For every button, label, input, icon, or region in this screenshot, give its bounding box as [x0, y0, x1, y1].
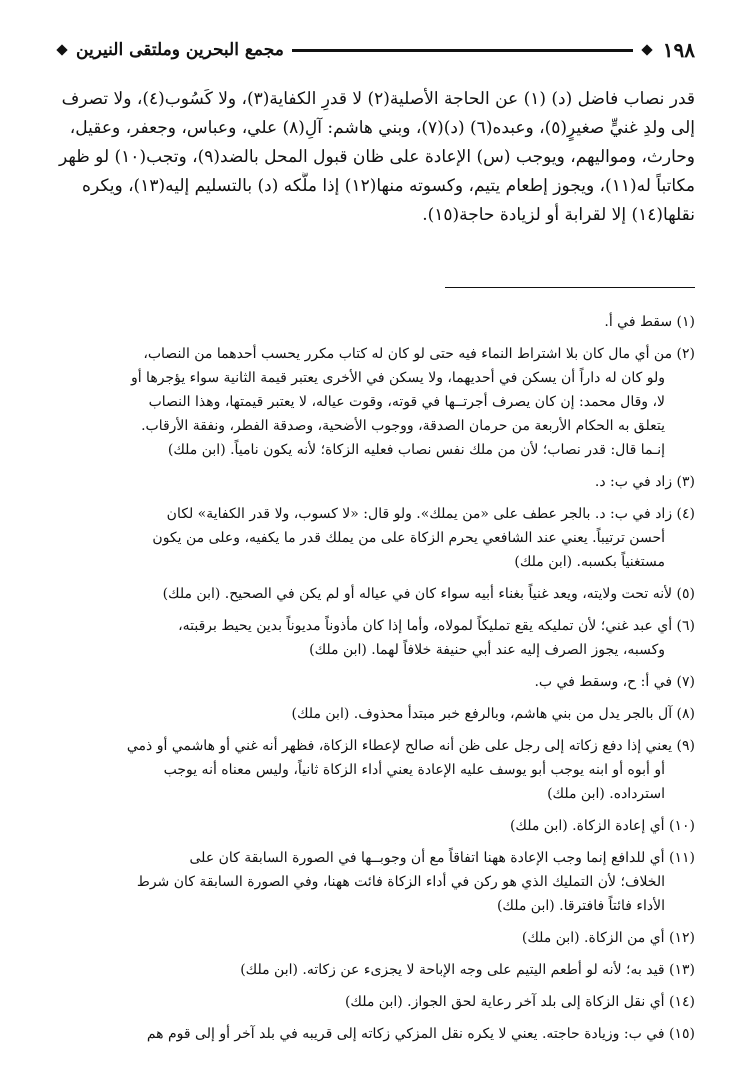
- footnote-9: [52, 734, 695, 806]
- page-number: ١٩٨: [662, 38, 695, 62]
- running-header: [52, 38, 695, 62]
- footnote-11: [52, 846, 695, 918]
- footnote-line: استرداده. (ابن ملك): [547, 786, 665, 802]
- main-text: [52, 85, 695, 230]
- footnote-line: الخلاف؛ لأن التمليك الذي هو ركن في أداء الزكاة فائت ههنا، وفي الصورة السابقة كان شرط: [136, 874, 665, 890]
- main-text-line: نقلها(١٤) إلا لقرابة أو لزيادة حاجة(١٥).: [422, 205, 695, 225]
- footnote-line: أو أبوه أو ابنه يوجب أبو يوسف عليه الإعادة يعني أداء الزكاة ثانياً، وليس معناه أنه يوجب: [163, 762, 665, 778]
- footnote-line: (١٣) قيد به؛ لأنه لو أطعم اليتيم على وجه الإباحة لا يجزىء عن زكاته. (ابن ملك): [240, 962, 695, 978]
- footnote-13: [52, 958, 695, 982]
- main-text-line: إلى ولدِ غنيٍّ صغيرٍ(٥)، وعبده(٦) (د)(٧)، وبني هاشم: آلِ(٨) علي، وعباس، وجعفر، وعقيل،: [69, 118, 695, 138]
- main-text-line: قدر نصاب فاضل (د) (١) عن الحاجة الأصلية(٢) لا قدرِ الكفاية(٣)، ولا كَسُوب(٤)، ولا تصرف: [61, 89, 695, 109]
- book-title: مجمع البحرين وملتقى النيرين: [76, 40, 284, 60]
- footnote-line: الأداء فائتاً فافترقا. (ابن ملك): [496, 898, 665, 914]
- footnote-line: (٤) زاد في ب: د. بالجر عطف على «من يملك». ولو قال: «لا كسوب، ولا قدر الكفاية» لكان: [166, 506, 695, 522]
- footnote-14: [52, 990, 695, 1014]
- footnotes: [52, 310, 695, 1054]
- diamond-ornament-icon: [641, 44, 652, 55]
- main-text-line: مكاتباً له(١١)، ويجوز إطعام يتيم، وكسوته منها(١٢) إذا ملَّكه (د) بالتسليم إليه(١٣)، ويكره: [82, 176, 695, 196]
- footnote-6: [52, 614, 695, 662]
- footnote-line: (٩) يعني إذا دفع زكاته إلى رجل على ظن أنه صالح لإعطاء الزكاة، فظهر أنه غني أو هاشمي أو ذمي: [126, 738, 695, 754]
- main-text-line: وحارث، ومواليهم، ويوجب (س) الإعادة على ظان قبول المحل بالضد(٩)، وتجب(١٠) لو ظهر: [59, 147, 695, 167]
- footnote-line: (١) سقط في أ.: [604, 314, 695, 330]
- footnote-line: وكسبه، يجوز الصرف إليه عند أبي حنيفة خلافاً لهما. (ابن ملك): [309, 642, 665, 658]
- footnote-line: إنـما قال: قدر نصاب؛ لأن من ملك نفس نصاب فعليه الزكاة؛ لأنه يكون نامياً. (ابن ملك): [167, 442, 665, 458]
- footnote-1: [52, 310, 695, 334]
- footnote-separator: [445, 287, 695, 288]
- footnote-line: يتعلق به الحكام الأربعة من حرمان الصدقة، ووجوب الأضحية، وصدقة الفطر، ونفقة الأرقاب.: [141, 418, 665, 434]
- footnote-line: ولو كان له داراً أن يسكن في أحديهما، ولا يسكن في الأخرى يعتبر قيمة الثانية سواء يؤجرها أو: [130, 370, 665, 386]
- footnote-7: [52, 670, 695, 694]
- footnote-8: [52, 702, 695, 726]
- footnote-line: (٣) زاد في ب: د.: [594, 474, 695, 490]
- footnote-4: [52, 502, 695, 574]
- footnote-line: (٢) من أي مال كان بلا اشتراط النماء فيه حتى لو كان له كتاب مكرر يحسب أحدهما من النصاب،: [143, 346, 695, 362]
- footnote-line: لا، وقال محمد: إن كان يصرف أجرتــها في قوته، وقوت عياله، لا يعتبر قيمتها، وهذا النصاب: [148, 394, 665, 410]
- footnote-12: [52, 926, 695, 950]
- diamond-ornament-icon: [56, 44, 67, 55]
- footnote-line: (٧) في أ: ح، وسقط في ب.: [534, 674, 695, 690]
- footnote-15: [52, 1022, 695, 1046]
- footnote-line: أحسن ترتيباً. يعني عند الشافعي يحرم الزكاة على من يملك قدر ما يكفيه، وعلى من يكون: [152, 530, 665, 546]
- footnote-line: (٥) لأنه تحت ولايته، ويعد غنياً بغناء أبيه سواء كان في عياله أو لم يكن في الصحيح. (ابن ملك): [162, 586, 695, 602]
- footnote-line: (١٢) أي من الزكاة. (ابن ملك): [521, 930, 695, 946]
- footnote-line: (١١) أي للدافع إنما وجب الإعادة ههنا اتفاقاً مع أن وجوبــها في الصورة السابقة كان على: [189, 850, 695, 866]
- footnote-line: (٦) أي عبد غني؛ لأن تمليكه يقع تمليكاً لمولاه، وأما إذا كان مأذوناً مديوناً بدين يحيط برقبته،: [178, 618, 695, 634]
- footnote-line: (١٥) في ب: وزيادة حاجته. يعني لا يكره نقل المزكي زكاته إلى قريبه في بلد آخر أو إلى قوم هم: [146, 1026, 695, 1042]
- footnote-line: (١٠) أي إعادة الزكاة. (ابن ملك): [509, 818, 695, 834]
- footnote-line: (٨) آل بالجر يدل من بني هاشم، وبالرفع خبر مبتدأ محذوف. (ابن ملك): [291, 706, 695, 722]
- header-rule: [292, 49, 633, 52]
- footnote-3: [52, 470, 695, 494]
- footnote-line: مستغنياً بكسبه. (ابن ملك): [514, 554, 665, 570]
- footnote-5: [52, 582, 695, 606]
- footnote-2: [52, 342, 695, 462]
- footnote-10: [52, 814, 695, 838]
- footnote-line: (١٤) أي نقل الزكاة إلى بلد آخر رعاية لحق الجواز. (ابن ملك): [344, 994, 695, 1010]
